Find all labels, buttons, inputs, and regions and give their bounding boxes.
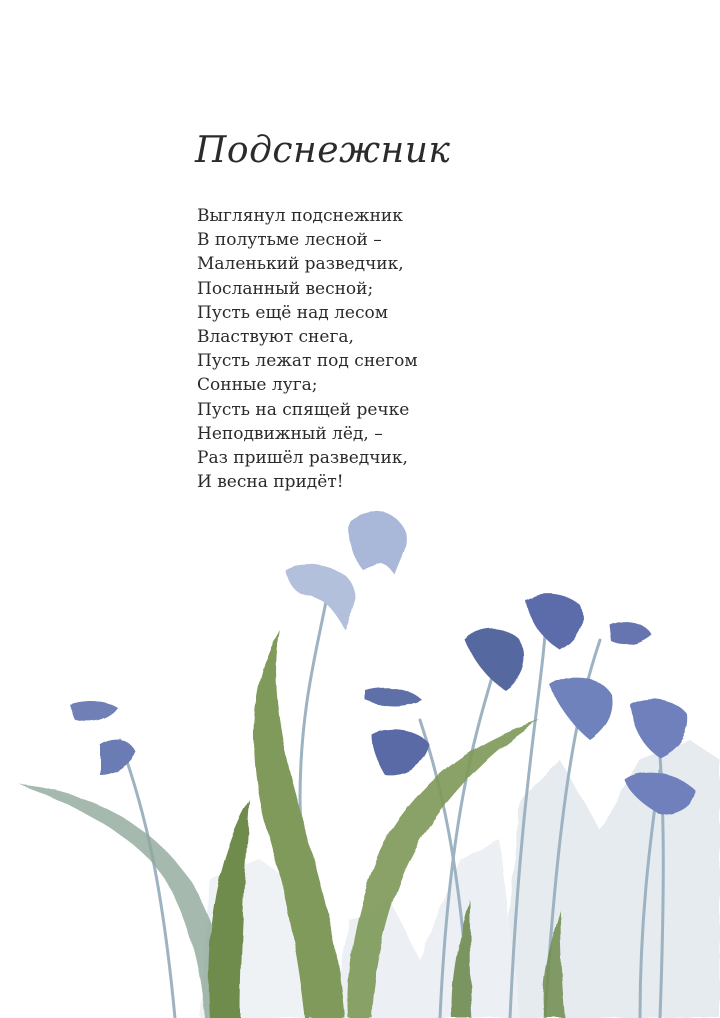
flower (550, 677, 613, 740)
poem-line: Пусть ещё над лесом (197, 302, 388, 323)
leaf (20, 785, 230, 1018)
flower (349, 511, 407, 575)
poem-line: Маленький разведчик, (197, 254, 404, 275)
poem-line: Выглянул подснежник (197, 206, 403, 226)
flower (285, 565, 354, 630)
poem-line: В полутьме лесной – (197, 230, 382, 251)
flowers (70, 511, 695, 815)
poem-line: Пусть на спящей речке (197, 399, 410, 420)
flower (70, 702, 118, 722)
poem-line: Властвуют снега, (197, 327, 354, 348)
poem-line: Неподвижный лёд, – (197, 423, 383, 444)
poem-line: И весна придёт! (197, 472, 344, 493)
poem-line: Пусть лежат под снегом (197, 351, 418, 372)
flower (525, 594, 582, 650)
poem-line: Раз пришёл разведчик, (197, 448, 408, 469)
snowdrop-illustration (0, 490, 720, 1018)
poem-line: Сонные луга; (197, 375, 318, 396)
poem-line: Посланный весной; (197, 278, 374, 299)
poem-title: Подснежник (195, 130, 451, 171)
flower (465, 629, 524, 690)
flower (365, 687, 422, 706)
flower (610, 622, 652, 645)
snow-shape (500, 740, 720, 1018)
flower (372, 730, 430, 776)
poem-text (197, 204, 418, 494)
